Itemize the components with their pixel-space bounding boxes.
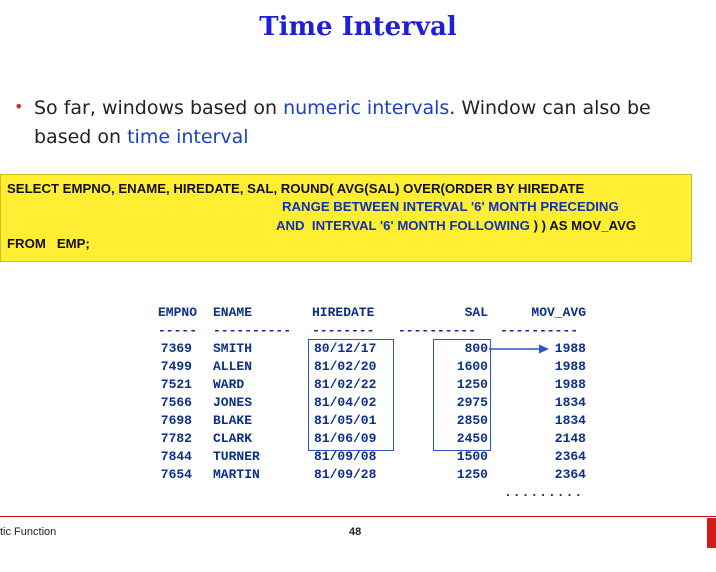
dash-empno: ----- (158, 323, 198, 338)
cell-sal: 2450 (456, 431, 488, 446)
cell-mov-avg: 2364 (554, 449, 586, 464)
sql-line-4: FROM EMP; (7, 236, 90, 251)
cell-ename: BLAKE (213, 413, 253, 428)
cell-mov-avg: 1988 (554, 341, 586, 356)
cell-empno: 7369 (160, 341, 192, 356)
sal-window-box (433, 339, 491, 451)
table-ellipsis: ......... (504, 485, 584, 500)
cell-mov-avg: 2364 (554, 467, 586, 482)
cell-mov-avg: 1988 (554, 359, 586, 374)
cell-sal: 1600 (456, 359, 488, 374)
table-ellipsis-row (140, 485, 584, 503)
cell-hiredate: 81/04/02 (314, 395, 377, 410)
cell-mov-avg: 1834 (554, 413, 586, 428)
cell-sal: 2850 (456, 413, 488, 428)
bullet-text-part2: . Window can also be (449, 97, 651, 119)
cell-empno: 7698 (160, 413, 192, 428)
table-row (140, 341, 586, 359)
hiredate-window-box (308, 339, 394, 451)
cell-hiredate: 81/02/22 (314, 377, 377, 392)
dash-ename: ---------- (213, 323, 292, 338)
cell-mov-avg: 2148 (554, 431, 586, 446)
cell-ename: TURNER (213, 449, 260, 464)
page-number: 48 (349, 526, 362, 538)
cell-sal: 1250 (456, 377, 488, 392)
dash-mov-avg: ---------- (500, 323, 579, 338)
dash-sal: ---------- (398, 323, 477, 338)
cell-mov-avg: 1834 (554, 395, 586, 410)
cell-empno: 7782 (160, 431, 192, 446)
header-sal: SAL (464, 305, 488, 320)
cell-ename: MARTIN (213, 467, 260, 482)
cell-empno: 7844 (160, 449, 192, 464)
cell-ename: WARD (213, 377, 245, 392)
footer-divider (0, 516, 716, 517)
dash-hiredate: -------- (312, 323, 375, 338)
table-row (140, 431, 586, 449)
table-row (140, 395, 586, 413)
result-table (140, 305, 586, 503)
header-hiredate: HIREDATE (312, 305, 375, 320)
table-row (140, 359, 586, 377)
bullet-highlight-time: time interval (127, 126, 249, 148)
cell-empno: 7654 (160, 467, 192, 482)
cell-sal: 800 (464, 341, 488, 356)
cell-ename: JONES (213, 395, 253, 410)
cell-hiredate: 81/05/01 (314, 413, 377, 428)
table-dash-row (140, 323, 579, 341)
bullet-text-part3: based on (34, 126, 128, 148)
cell-ename: SMITH (213, 341, 253, 356)
cell-empno: 7521 (160, 377, 192, 392)
cell-hiredate: 81/09/08 (314, 449, 377, 464)
sql-line-3b: ) ) AS MOV_AVG (533, 218, 637, 233)
cell-hiredate: 81/06/09 (314, 431, 377, 446)
corner-logo-icon (707, 518, 716, 548)
cell-hiredate: 81/09/28 (314, 467, 377, 482)
header-empno: EMPNO (158, 305, 198, 320)
sql-line-1: SELECT EMPNO, ENAME, HIREDATE, SAL, ROUND( AVG(SAL) OVER(ORDER BY HIREDATE (7, 181, 585, 196)
bullet-text-part1: So far, windows based on (34, 97, 284, 119)
cell-hiredate: 80/12/17 (314, 341, 377, 356)
cell-sal: 2975 (456, 395, 488, 410)
table-header-row (140, 305, 586, 323)
bullet-point (14, 92, 694, 152)
header-mov-avg: MOV_AVG (531, 305, 586, 320)
cell-hiredate: 81/02/20 (314, 359, 377, 374)
cell-empno: 7566 (160, 395, 192, 410)
sql-line-3a: AND INTERVAL '6' MONTH FOLLOWING (276, 218, 530, 233)
bullet-dot-icon: • (14, 97, 24, 116)
table-row (140, 413, 586, 431)
table-row (140, 377, 586, 395)
cell-mov-avg: 1988 (554, 377, 586, 392)
arrow-right-icon (489, 343, 549, 355)
cell-sal: 1250 (456, 467, 488, 482)
sql-line-2: RANGE BETWEEN INTERVAL '6' MONTH PRECEDING (282, 199, 619, 214)
bullet-highlight-numeric: numeric intervals (283, 97, 450, 119)
cell-empno: 7499 (160, 359, 192, 374)
sql-code-box (0, 174, 692, 262)
slide-title: Time Interval (259, 12, 457, 42)
table-row (140, 449, 586, 467)
footer-left-text: tic Function (0, 526, 57, 538)
table-row (140, 467, 586, 485)
cell-ename: ALLEN (213, 359, 253, 374)
cell-sal: 1500 (456, 449, 488, 464)
header-ename: ENAME (213, 305, 253, 320)
cell-ename: CLARK (213, 431, 253, 446)
